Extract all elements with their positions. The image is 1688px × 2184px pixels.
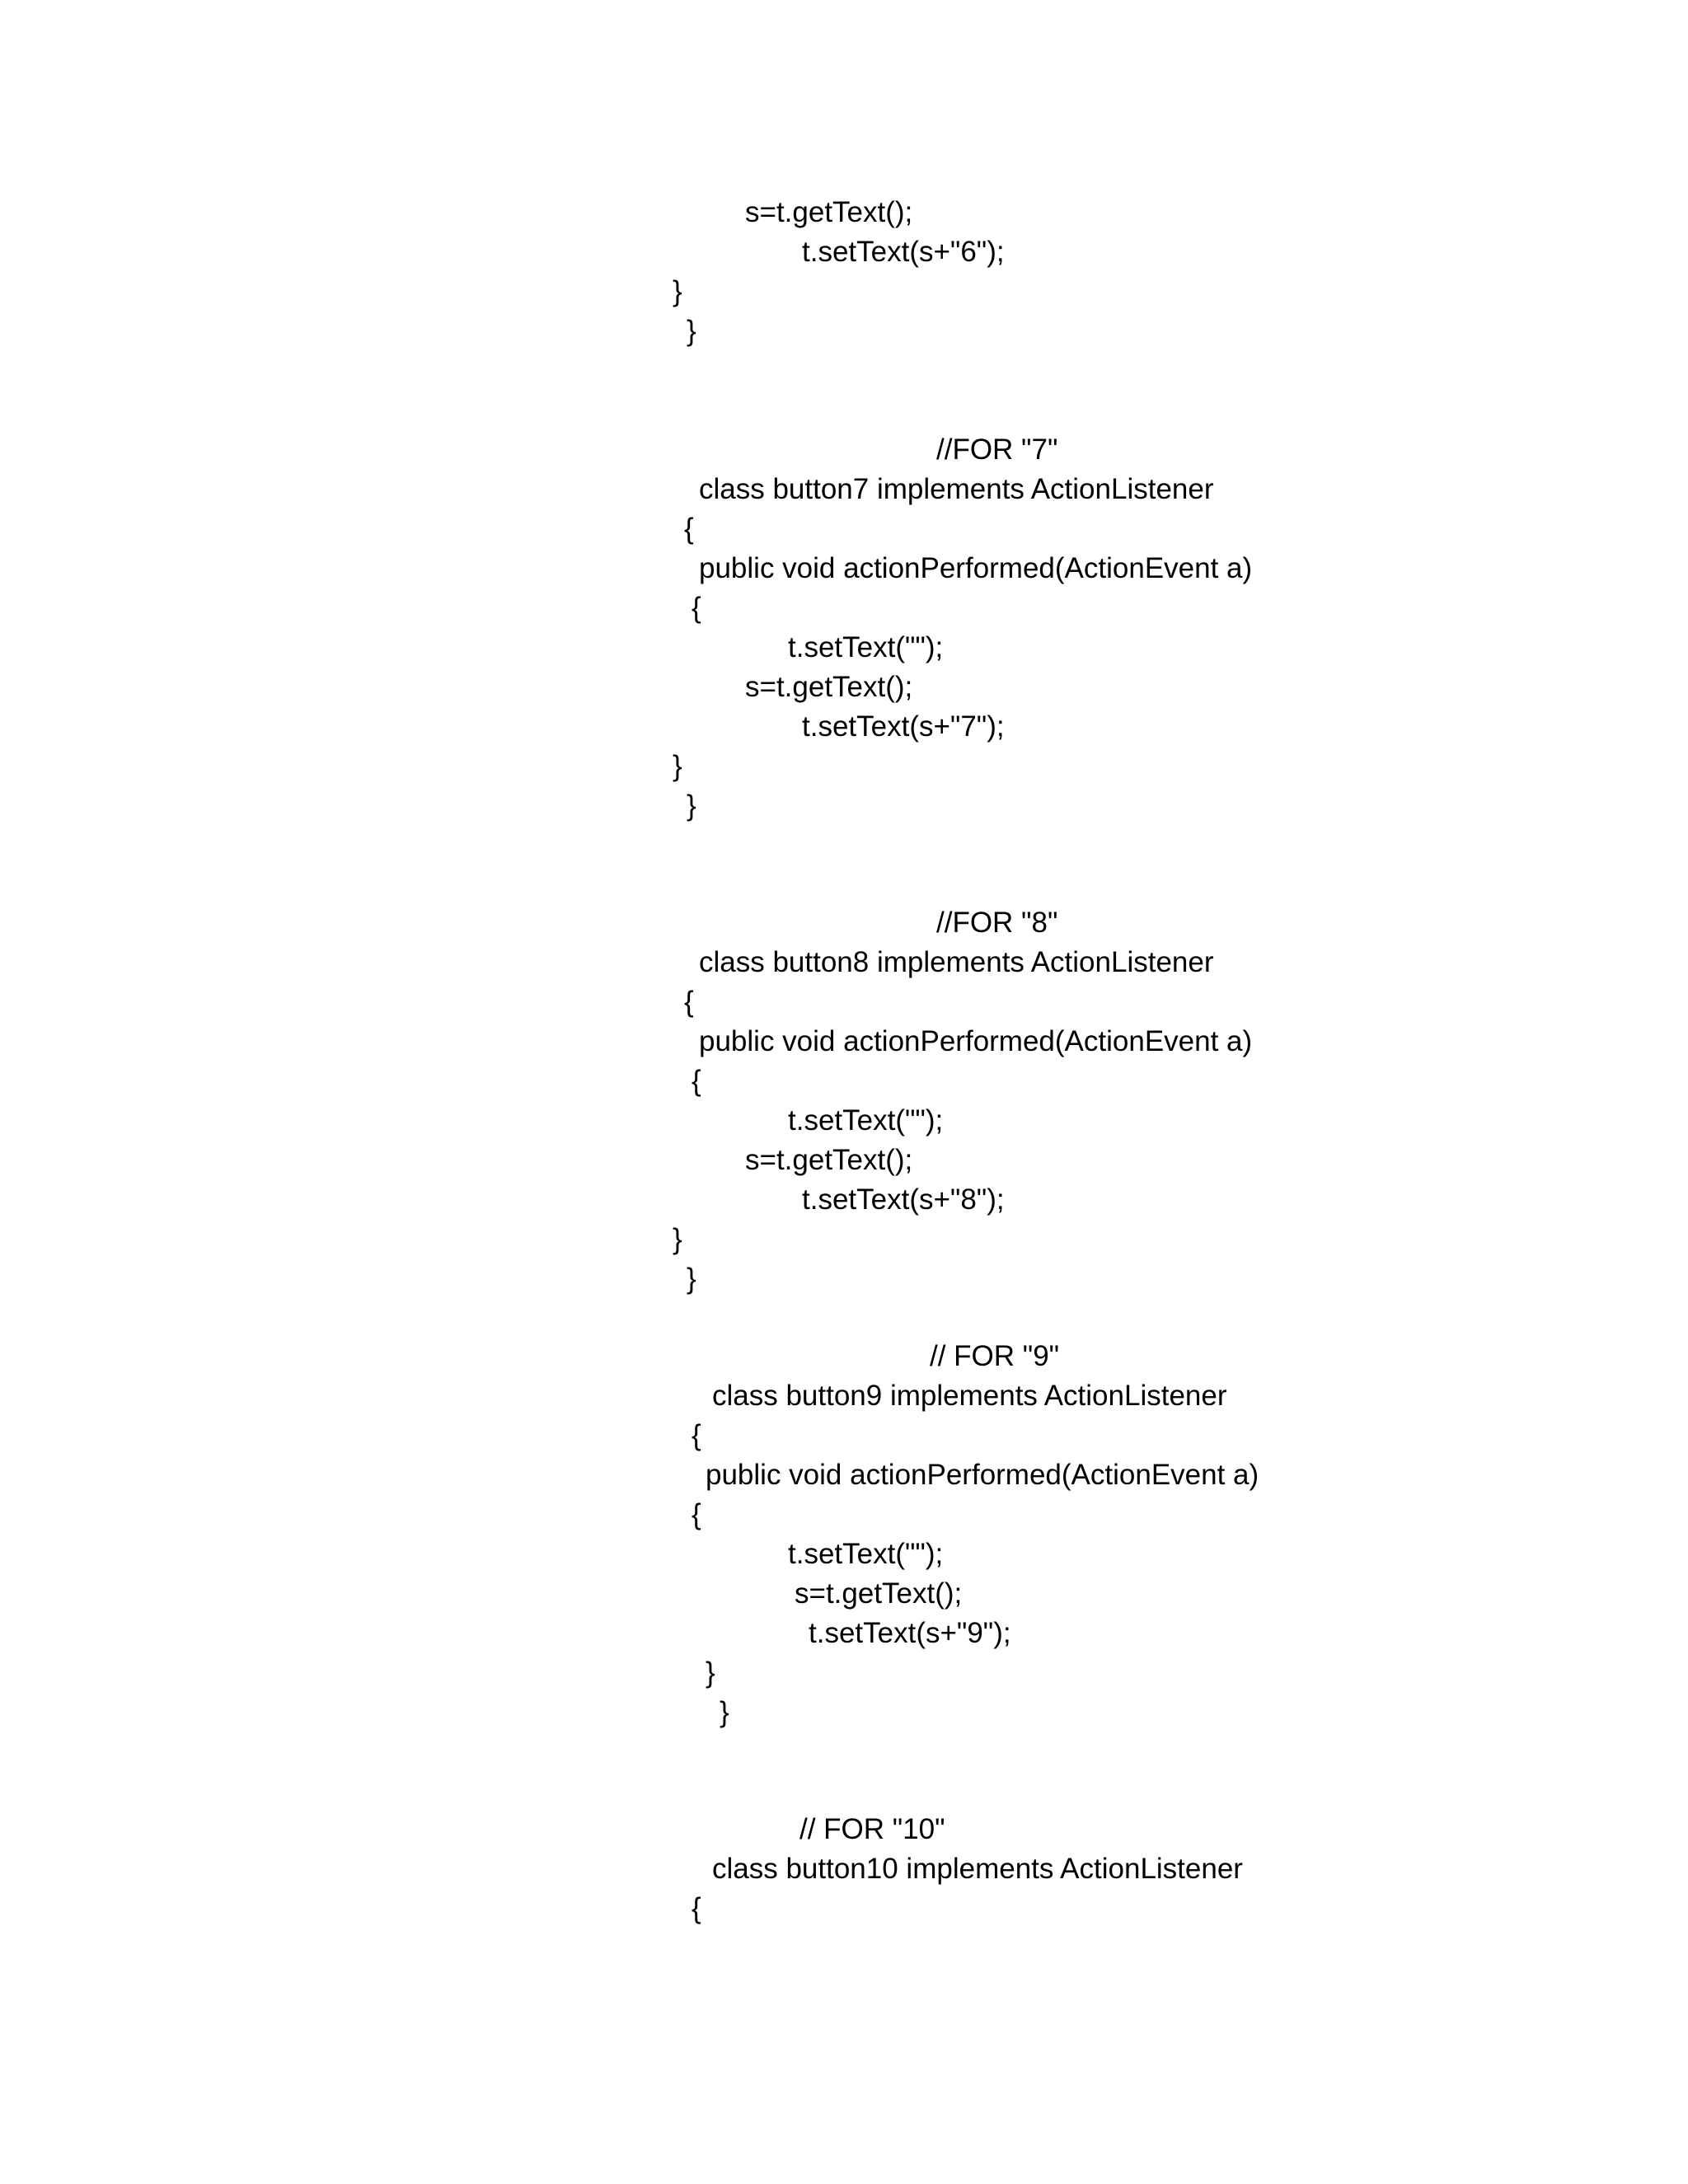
code-line: public void actionPerformed(ActionEvent a) [699,552,1253,584]
code-line: public void actionPerformed(ActionEvent a) [706,1459,1259,1491]
code-line: } [720,1696,729,1728]
code-line: s=t.getText(); [795,1577,963,1610]
code-line: } [687,790,696,822]
code-line: class button7 implements ActionListener [699,473,1214,505]
code-line: } [673,1223,682,1255]
code-line: public void actionPerformed(ActionEvent a) [699,1025,1253,1057]
code-line: s=t.getText(); [745,671,913,703]
code-line: class button9 implements ActionListener [712,1380,1227,1412]
code-line: } [673,275,682,307]
code-line: } [687,315,696,347]
code-line: s=t.getText(); [745,1144,913,1176]
code-line: t.setText(s+"9"); [809,1617,1011,1649]
code-line: { [692,1498,701,1530]
code-line: { [692,1065,701,1097]
code-line: class button8 implements ActionListener [699,946,1214,978]
code-comment: // FOR "9" [930,1340,1060,1372]
code-line: t.setText(""); [788,1104,944,1137]
code-line: { [692,592,701,624]
code-line: { [692,1419,701,1451]
code-comment: //FOR "8" [936,907,1058,939]
code-line: } [673,750,682,782]
code-line: t.setText(""); [788,631,944,663]
code-line: class button10 implements ActionListener [712,1853,1243,1885]
code-line: t.setText(s+"7"); [802,710,1005,743]
code-line: } [706,1657,715,1689]
code-line: } [687,1263,696,1295]
code-line: { [692,1892,701,1924]
code-line: s=t.getText(); [745,196,913,228]
code-line: t.setText(s+"8"); [802,1183,1005,1216]
code-line: { [684,513,694,545]
code-line: t.setText(""); [788,1538,944,1570]
code-line: t.setText(s+"6"); [802,236,1005,268]
code-comment: // FOR "10" [799,1813,945,1845]
code-comment: //FOR "7" [936,434,1058,466]
code-line: { [684,986,694,1018]
